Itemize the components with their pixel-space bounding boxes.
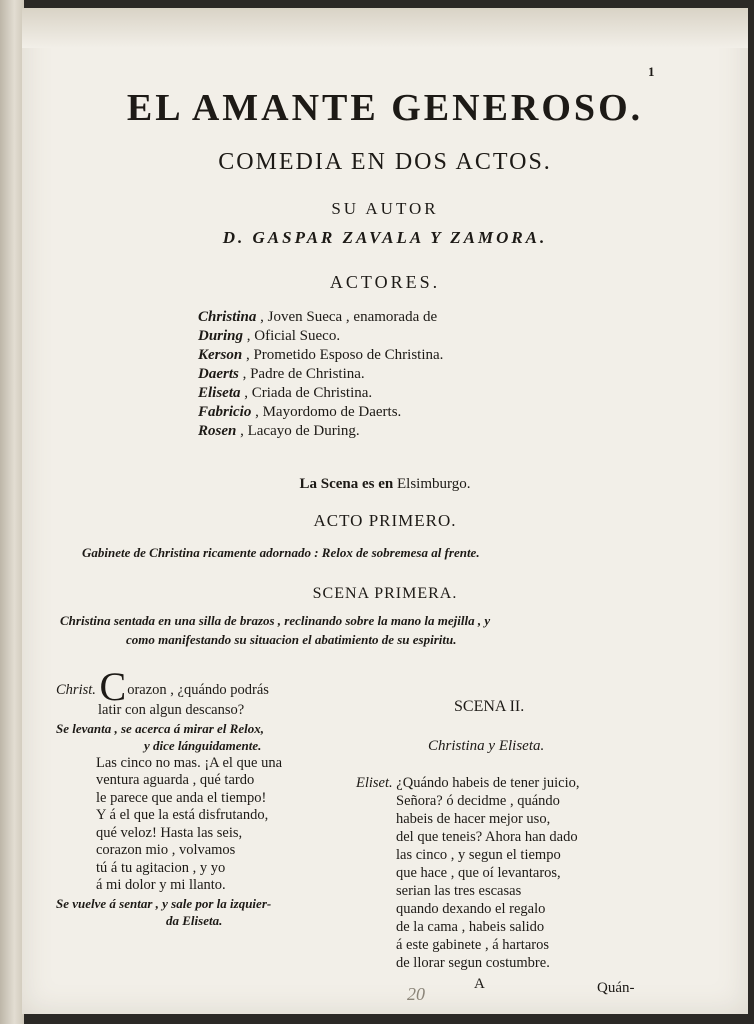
stage-direction: Se vuelve á sentar , y sale por la izquier- [56, 895, 272, 911]
drop-cap: C [99, 664, 127, 709]
verse-line: habeis de hacer mejor uso, [396, 811, 551, 827]
verse-line: de la cama , habeis salido [396, 919, 545, 935]
speaker-christina: Christ. [56, 682, 96, 698]
cast-item [198, 422, 443, 441]
verse-line: tú á tu agitacion , y yo [96, 859, 226, 876]
cast-name: During [198, 328, 244, 344]
verse-line: á este gabinete , á hartaros [396, 937, 549, 953]
book-page [22, 8, 748, 1014]
cast-name: Kerson [198, 347, 243, 363]
cast-list [198, 308, 443, 441]
pencil-note: 20 [407, 984, 425, 1004]
cast-desc: , Padre de Christina. [242, 366, 365, 382]
cast-item [198, 403, 443, 422]
cast-name: Daerts [198, 366, 239, 382]
verse-line [356, 774, 579, 792]
verse-line: latir con algun descanso? [98, 702, 245, 718]
cast-item [198, 384, 443, 403]
stage-direction: y dice lánguidamente. [144, 738, 262, 753]
adjacent-page-edge [0, 0, 24, 1024]
play-subtitle: COMEDIA EN DOS ACTOS. [218, 149, 552, 175]
stage-direction: Se levanta , se acerca á mirar el Relox, [56, 720, 264, 736]
page-number: 1 [648, 64, 655, 79]
verse-line: las cinco , y segun el tiempo [396, 847, 561, 863]
cast-desc: , Mayordomo de Daerts. [255, 404, 402, 420]
scene-location-prefix: La Scena es en [299, 476, 394, 492]
cast-desc: , Lacayo de During. [240, 423, 360, 439]
verse-text: ¿Quándo habeis de tener juicio, [396, 775, 580, 791]
cast-item [198, 346, 443, 365]
right-column-verse [356, 774, 579, 972]
verse-line: corazon mio , volvamos [96, 842, 236, 858]
verse-line: que hace , que oí levantaros, [396, 865, 561, 881]
verse-line: le parece que anda el tiempo! [96, 789, 267, 806]
cast-name: Eliseta [198, 385, 241, 401]
cast-desc: , Criada de Christina. [244, 385, 373, 401]
cast-name: Rosen [198, 423, 237, 439]
author-name: D. GASPAR ZAVALA Y ZAMORA. [222, 228, 548, 247]
verse-line: serian las tres escasas [396, 883, 522, 899]
verse-line: de llorar segun costumbre. [396, 955, 550, 971]
cast-item [198, 308, 443, 327]
verse-line: Señora? ó decidme , quándo [396, 793, 560, 809]
scene-location [22, 476, 748, 493]
page-top-shadow [22, 8, 748, 48]
verse-line: á mi dolor y mi llanto. [96, 877, 226, 893]
verse-line: Y á el que la está disfrutando, [96, 807, 269, 823]
stage-direction-line: Christina sentada en una silla de brazos , reclinando sobre la mano la mejilla , y [60, 613, 491, 628]
scene-one-heading: SCENA PRIMERA. [312, 585, 458, 602]
cast-name: Fabricio [198, 404, 252, 420]
cast-desc: , Joven Sueca , enamorada de [260, 309, 438, 325]
act-heading: ACTO PRIMERO. [313, 511, 457, 530]
speaker-eliseta: Eliset. [356, 775, 393, 791]
scene-two-characters: Christina y Eliseta. [428, 738, 545, 754]
scene-location-city: Elsimburgo. [397, 476, 471, 492]
cast-name: Christina [198, 309, 257, 325]
play-title: EL AMANTE GENEROSO. [126, 87, 644, 129]
verse-line [56, 664, 282, 709]
verse-line: quando dexando el regalo [396, 901, 546, 917]
left-column-verse [56, 664, 283, 930]
opening-stage-direction [60, 611, 660, 649]
stage-direction-line: como manifestando su situacion el abatimiento de su espiritu. [126, 632, 457, 647]
stage-direction: da Eliseta. [166, 913, 223, 928]
cast-item [198, 327, 443, 346]
verse-text: orazon , ¿quándo podrás [127, 682, 269, 698]
cast-desc: , Oficial Sueco. [246, 328, 341, 344]
catchword: Quán- [597, 980, 635, 996]
actores-heading: ACTORES. [329, 272, 441, 292]
verse-line: ventura aguarda , qué tardo [96, 772, 255, 788]
signature-mark: A [474, 976, 485, 992]
cast-desc: , Prometido Esposo de Christina. [245, 347, 444, 363]
verse-line: qué veloz! Hasta las seis, [96, 824, 243, 841]
author-label: SU AUTOR [331, 199, 439, 218]
verse-line: del que teneis? Ahora han dado [396, 829, 578, 845]
verse-line: Las cinco no mas. ¡A el que una [96, 754, 283, 771]
cast-item [198, 365, 443, 384]
scene-two-heading: SCENA II. [454, 698, 525, 715]
setting-direction: Gabinete de Christina ricamente adornado : Relox de sobremesa al frente. [82, 545, 480, 560]
